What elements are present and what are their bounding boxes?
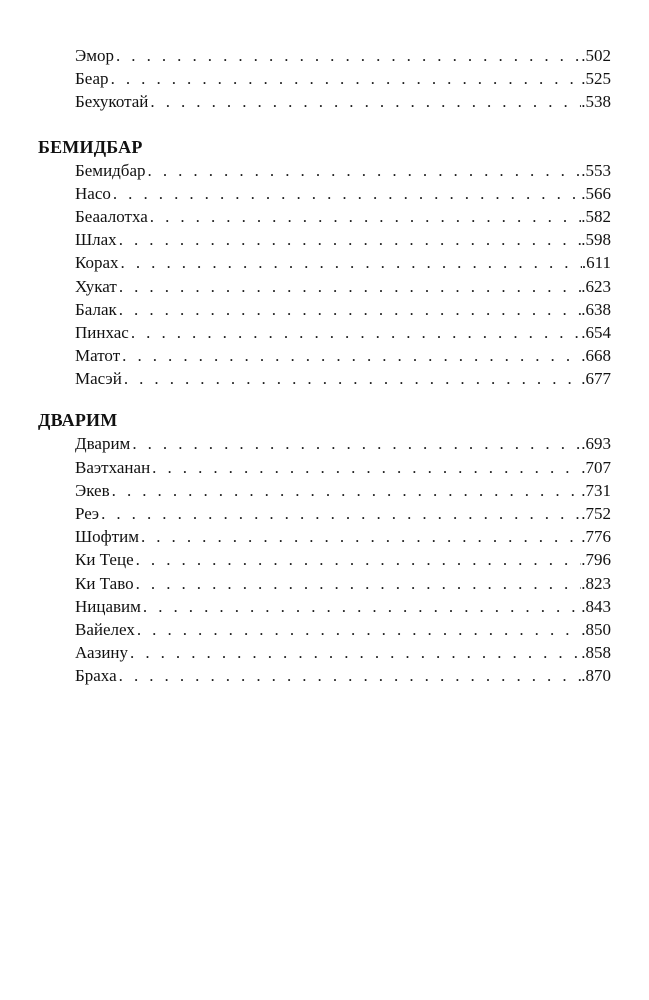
dot-leader bbox=[119, 228, 582, 251]
toc-entry-title: Бехукотай bbox=[75, 92, 149, 112]
toc-entry-page-number: .707 bbox=[581, 457, 611, 477]
section-spacer bbox=[0, 114, 649, 136]
dot-leader bbox=[150, 205, 581, 228]
dot-leader bbox=[136, 548, 582, 571]
toc-entry bbox=[75, 664, 611, 687]
toc-entry bbox=[75, 595, 611, 618]
toc-entry bbox=[75, 641, 611, 664]
toc-entry bbox=[75, 321, 611, 344]
dot-leader bbox=[136, 572, 582, 595]
dot-leader bbox=[119, 298, 582, 321]
toc-entry bbox=[75, 159, 611, 182]
toc-entry-page-number: .553 bbox=[581, 160, 611, 180]
section-heading: ДВАРИМ bbox=[38, 410, 118, 431]
toc-entry bbox=[75, 67, 611, 90]
toc-entry-title: Реэ bbox=[75, 504, 100, 523]
toc-entry-title: Эмор bbox=[75, 46, 114, 65]
dot-leader bbox=[112, 479, 582, 502]
dot-leader bbox=[113, 182, 581, 205]
toc-entry bbox=[75, 367, 611, 390]
toc-entry-page-number: .870 bbox=[581, 666, 611, 686]
toc-entry-page-number: .677 bbox=[581, 369, 611, 389]
section-spacer bbox=[0, 390, 649, 409]
dot-leader bbox=[121, 251, 582, 274]
toc-entry-title: Балак bbox=[75, 299, 117, 319]
toc-entry-page-number: .502 bbox=[581, 46, 611, 65]
toc-entry bbox=[75, 298, 611, 321]
toc-entry-page-number: .654 bbox=[581, 322, 611, 342]
toc-entry-page-number: .776 bbox=[581, 527, 611, 547]
dot-leader bbox=[130, 641, 581, 664]
toc-entry bbox=[75, 502, 611, 525]
toc-entry-page-number: .638 bbox=[581, 299, 611, 319]
dot-leader bbox=[143, 595, 581, 618]
section-heading: БЕМИДБАР bbox=[38, 136, 143, 157]
toc-entry-title: Насо bbox=[75, 183, 111, 203]
toc-entry bbox=[75, 182, 611, 205]
toc-entry bbox=[75, 275, 611, 298]
dot-leader bbox=[152, 456, 581, 479]
toc-entry bbox=[75, 618, 611, 641]
toc-entry-title: Вайелех bbox=[75, 619, 135, 639]
dot-leader bbox=[101, 502, 581, 525]
toc-entry bbox=[75, 525, 611, 548]
toc-entry-title: Корах bbox=[75, 253, 119, 273]
toc-entry-page-number: .525 bbox=[581, 69, 611, 89]
toc-entry-page-number: .582 bbox=[581, 206, 611, 226]
toc-entry bbox=[75, 479, 611, 502]
dot-leader bbox=[124, 367, 581, 390]
toc-entry-page-number: .668 bbox=[581, 346, 611, 366]
toc-entry-page-number: .611 bbox=[581, 253, 611, 273]
toc-entry-title: Матот bbox=[75, 346, 121, 366]
toc-entry bbox=[75, 548, 611, 571]
toc-entry bbox=[75, 456, 611, 479]
toc-entry bbox=[75, 205, 611, 228]
toc-entry-title: Ваэтханан bbox=[75, 457, 151, 477]
toc-entry-page-number: .566 bbox=[581, 183, 611, 203]
dot-leader bbox=[150, 90, 581, 113]
dot-leader bbox=[119, 275, 581, 298]
toc-entry-title: Пинхас bbox=[75, 322, 129, 342]
dot-leader bbox=[137, 618, 581, 641]
dot-leader bbox=[122, 344, 581, 367]
toc-entry bbox=[75, 251, 611, 274]
toc-entry-page-number: .850 bbox=[581, 619, 611, 639]
toc-entry-page-number: .693 bbox=[581, 434, 611, 454]
dot-leader bbox=[131, 321, 581, 344]
toc-entry-title: Аазину bbox=[75, 643, 129, 663]
toc-section-bemidbar bbox=[0, 136, 649, 391]
toc-entry bbox=[75, 44, 611, 67]
toc-entry-title: Ки Теце bbox=[75, 550, 134, 570]
toc-entry-title: Экев bbox=[75, 480, 110, 500]
dot-leader bbox=[116, 44, 581, 67]
toc-entry bbox=[75, 90, 611, 113]
toc-entry-page-number: .598 bbox=[581, 230, 611, 250]
toc-entry-title: Хукат bbox=[75, 276, 117, 296]
toc-entry bbox=[75, 572, 611, 595]
toc-entry-page-number: .623 bbox=[581, 276, 611, 296]
dot-leader bbox=[111, 67, 582, 90]
toc-section-vayikra-continued bbox=[0, 44, 649, 114]
toc-entry bbox=[75, 344, 611, 367]
table-of-contents bbox=[0, 44, 649, 688]
toc-entry-title: Ки Таво bbox=[75, 573, 134, 593]
toc-entry bbox=[75, 228, 611, 251]
toc-entry-title: Беаалотха bbox=[75, 206, 148, 226]
toc-entry-page-number: .796 bbox=[581, 550, 611, 570]
toc-entry-page-number: .731 bbox=[581, 480, 611, 500]
toc-entry-title: Шофтим bbox=[75, 527, 139, 547]
toc-entry-title: Ницавим bbox=[75, 596, 141, 616]
dot-leader bbox=[119, 664, 582, 687]
toc-entry-title: Браха bbox=[75, 666, 117, 686]
dot-leader bbox=[141, 525, 581, 548]
toc-entry-title: Бемидбар bbox=[75, 160, 146, 180]
toc-section-dvarim bbox=[0, 409, 649, 687]
toc-entry bbox=[75, 432, 611, 455]
toc-entry-title: Дварим bbox=[75, 434, 131, 454]
toc-entry-title: Масэй bbox=[75, 369, 122, 389]
toc-entry-title: Шлах bbox=[75, 230, 117, 250]
toc-entry-page-number: .823 bbox=[581, 573, 611, 593]
toc-entry-page-number: .752 bbox=[581, 504, 611, 523]
dot-leader bbox=[132, 432, 581, 455]
dot-leader bbox=[148, 159, 582, 182]
toc-entry-title: Беар bbox=[75, 69, 109, 89]
toc-entry-page-number: .538 bbox=[581, 92, 611, 112]
toc-entry-page-number: .858 bbox=[581, 643, 611, 663]
toc-entry-page-number: .843 bbox=[581, 596, 611, 616]
